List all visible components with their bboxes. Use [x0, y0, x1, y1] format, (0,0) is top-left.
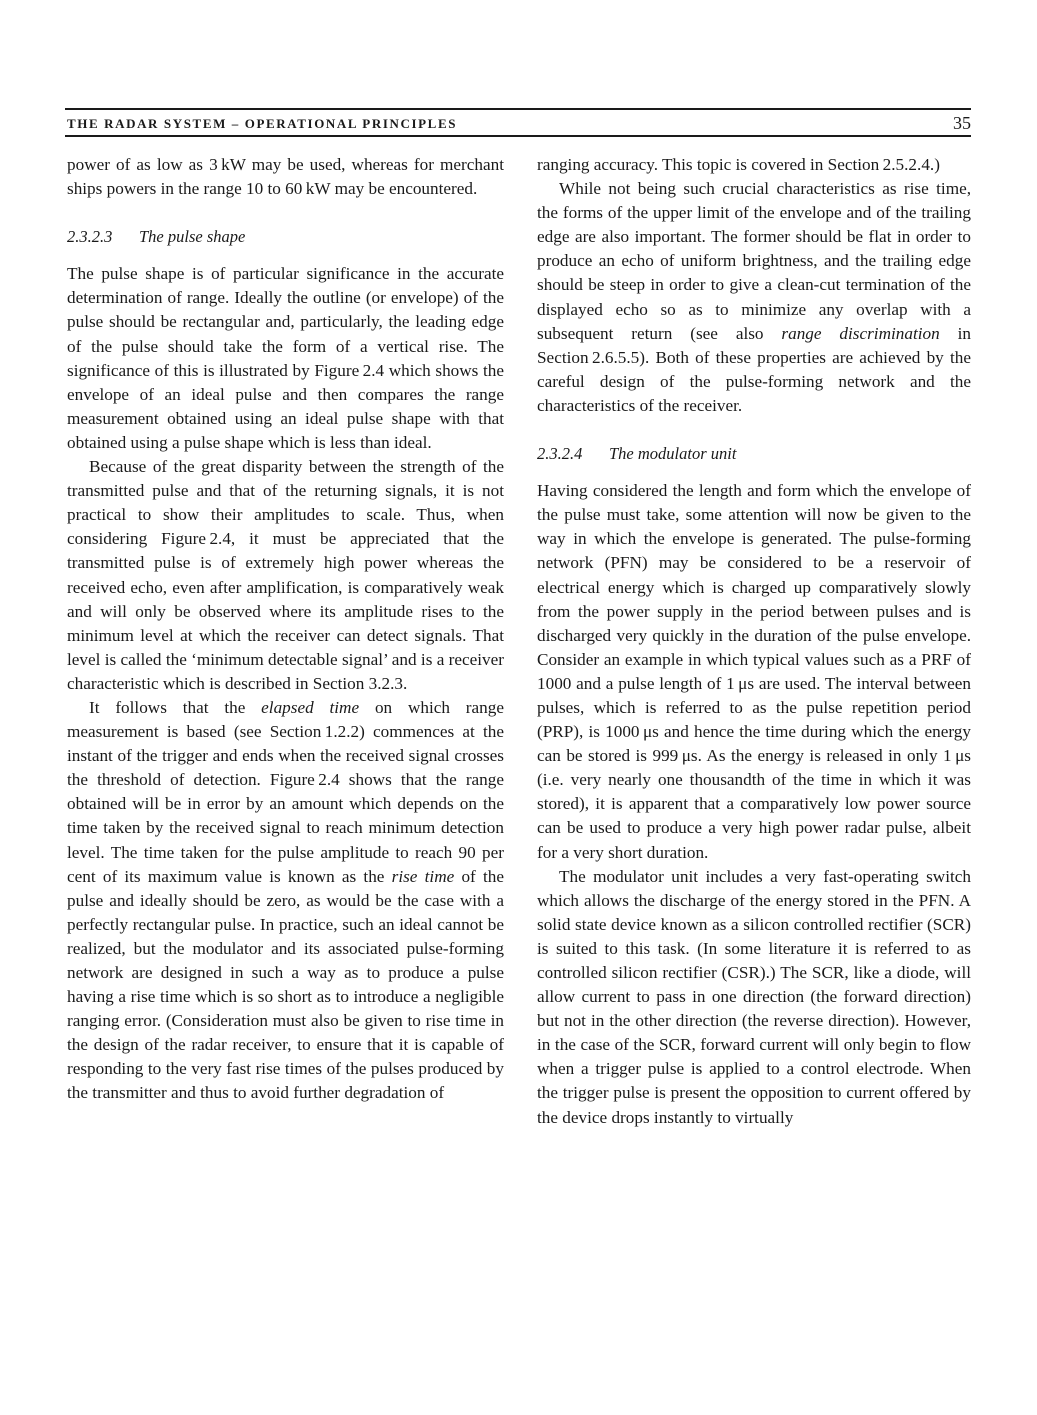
section-heading-2-3-2-4: [537, 442, 971, 466]
emphasis-elapsed-time: elapsed time: [261, 697, 360, 717]
emphasis-range-discrimination: range discrimination: [781, 323, 940, 343]
paragraph: The modulator unit includes a very fast-operating switch which allows the discharge of the energy stored in the PFN. A solid state device known as a silicon controlled rectifier (SCR) is suited to this task. (In some literature it is referred to as controlled silicon rectifier (CSR).) The SCR, like a diode, will allow current to pass in one direction (the forward direction) but not in the other direction (the reverse direction). However, in the case of the SCR, forward current will only begin to flow when a trigger pulse is applied to a control electrode. When the trigger pulse is present the opposition to current offered by the device drops instantly to virtually: [537, 866, 971, 1127]
paragraph: Having considered the length and form which the envelope of the pulse must take, some attention will now be given to the way in which the envelope is generated. The pulse-forming network (PFN) may be considered to be a reservoir of electrical energy which is charged up comparatively slowly from the power supply in the period between pulses and is discharged very quickly in the duration of the pulse envelope. Consider an example in which typical values such as a PRF of 1000 and a pulse length of 1 μs are used. The interval between pulses, which is referred to as the pulse repetition period (PRP), is 1000 μs and hence the time during which the energy can be stored is 999 μs. As the energy is released in only 1 μs (i.e. very nearly one thousandth of the time in which it was stored), it is apparent that a comparatively low power source can be used to produce a very high power radar pulse, albeit for a very short duration.: [537, 481, 971, 862]
section-title: The pulse shape: [139, 227, 246, 247]
emphasis-rise-time: rise time: [391, 866, 455, 886]
section-heading-2-3-2-3: [67, 225, 504, 249]
left-column: [67, 153, 504, 1106]
running-title: THE RADAR SYSTEM – OPERATIONAL PRINCIPLES: [67, 116, 458, 131]
paragraph: It follows that the elapsed time on which range measurement is based (see Section 1.2.2) commences at the instant of the trigger and ends when the received signal crosses the threshold of detection. Figure 2.4 shows that the range obtained will be in error by an amount which depends on the time taken by the received signal to reach minimum detection level. The time taken for the pulse amplitude to reach 90 per cent of its maximum value is known as the rise time of the pulse and ideally should be zero, as would be the case with a perfectly rectangular pulse. In practice, such an ideal cannot be realized, but the modulator and its associated pulse-forming network are designed in such a way as to produce a pulse having a rise time which is so short as to introduce a negligible ranging error. (Consideration must also be given to rise time in the design of the radar receiver, to ensure that it is capable of responding to the very fast rise times of the pulses produced by the transmitter and thus to avoid further degradation of: [67, 697, 504, 1103]
paragraph: The pulse shape is of particular significance in the accurate determination of range. Ideally the outline (or envelope) of the pulse should be rectangular and, particularly, the leading edge of the pulse should take the form of a vertical rise. The significance of this is illustrated by Figure 2.4 which shows the envelope of an ideal pulse and then compares the range measurement obtained using an ideal pulse shape with that obtained using a pulse shape which is less than ideal.: [67, 264, 504, 452]
paragraph: Because of the great disparity between the strength of the transmitted pulse and that of the returning signals, it is not practical to show their amplitudes to scale. Thus, when considering Figure 2.4, it must be appreciated that the transmitted pulse is of extremely high power whereas the received echo, even after amplification, is comparatively weak and will only be observed where its amplitude rises to the minimum level at which the receiver can detect signals. That level is called the ‘minimum detectable signal’ and is a receiver characteristic which is described in Section 3.2.3.: [67, 457, 504, 693]
section-number: 2.3.2.3: [67, 227, 113, 247]
book-page: [65, 0, 971, 1415]
section-number: 2.3.2.4: [537, 444, 583, 464]
running-head: [65, 114, 971, 134]
header-rule-bottom: [65, 135, 971, 137]
right-column: [537, 153, 971, 1130]
section-title: The modulator unit: [609, 444, 737, 464]
page-number: 35: [953, 113, 971, 133]
paragraph: power of as low as 3 kW may be used, whereas for merchant ships powers in the range 10 to 60 kW may be encountered.: [67, 155, 504, 199]
paragraph: While not being such crucial characteristics as rise time, the forms of the upper limit of the envelope and of the trailing edge are also important. The former should be flat in order to produce an echo of uniform brightness, and the trailing edge should be steep in order to give a clean-cut termination of the displayed echo so as to minimize any overlap with a subsequent return (see also range discrimination in Section 2.6.5.5). Both of these properties are achieved by the careful design of the pulse-forming network and the characteristics of the receiver.: [537, 179, 971, 415]
paragraph: ranging accuracy. This topic is covered in Section 2.5.2.4.): [537, 155, 940, 174]
header-rule-top: [65, 108, 971, 110]
